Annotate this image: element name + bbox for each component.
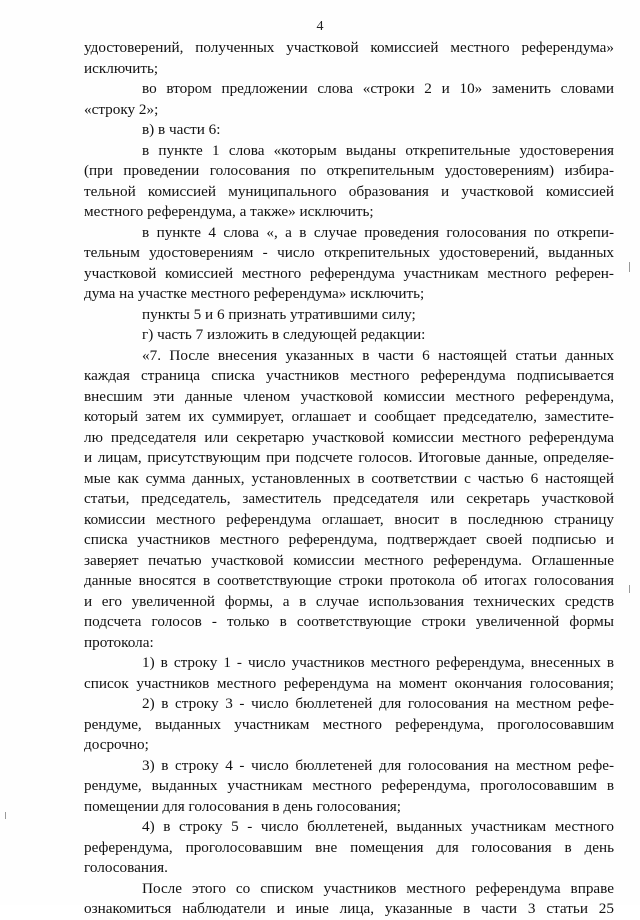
text-line: каждая страница списка участников местного референдума подписывается [84,367,614,384]
text-line: данные вносятся в соответствующие строки протокола об итогах голосования [84,572,614,589]
text-line: «строку 2»; [84,100,159,118]
text-line: заверяет печатью участковой комиссии местного референдума. Оглашенные [84,551,614,569]
text-line: протокола: [84,633,154,651]
text-line: рендуме, выданных участникам местного референдума, проголосовавшим в [84,777,614,794]
text-line: 3) в строку 4 - число бюллетеней для голосования на местном рефе- [142,756,614,774]
text-line: комиссии местного референдума оглашает, вносит в последнюю страницу [84,510,614,528]
text-line: пункты 5 и 6 признать утратившими силу; [142,305,416,323]
text-line: 4) в строку 5 - число бюллетеней, выданных участникам местного [142,818,614,835]
text-line: ознакомиться наблюдатели и иные лица, указанные в части 3 статьи 25 [84,900,614,917]
text-line: удостоверений, полученных участковой комиссией местного референдума» [84,39,614,56]
scan-edge-mark [629,262,630,272]
text-line: внесшим эти данные членом участковой комиссии местного референдума, [84,387,614,405]
text-line: и лицам, присутствующим при подсчете голосов. Итоговые данные, определяе- [84,449,614,466]
text-line: мые как сумма данных, установленных в соответствии с частью 6 настоящей [84,469,614,487]
text-line: рендуме, выданных участникам местного референдума, проголосовавшим [84,715,614,733]
text-line: лю председателя или секретарю участковой комиссии местного референдума [84,428,614,446]
scan-edge-mark [5,812,6,819]
text-line: и его увеличенной формы, а в случае использования технических средств [84,592,614,610]
text-line: в) в части 6: [142,121,221,138]
text-line: голосования. [84,859,168,876]
text-line: тельным удостоверениям - число открепительных удостоверений, выданных [84,244,614,261]
text-line: подсчета голосов - только в соответствующие строки увеличенной формы [84,613,614,630]
scan-edge-mark [629,585,630,593]
text-line: в пункте 4 слова «, а в случае проведения голосования по открепи- [142,223,614,241]
text-line: помещении для голосования в день голосования; [84,797,401,815]
text-line: во втором предложении слова «строки 2 и 10» заменить словами [142,80,614,97]
document-body [84,38,614,920]
text-line: 2) в строку 3 - число бюллетеней для голосования на местном рефе- [142,695,614,712]
text-line: в пункте 1 слова «которым выданы открепительные удостоверения [142,141,614,159]
text-line: участковой комиссией местного референдума участникам местного референ- [84,264,614,282]
text-line: (при проведении голосования по открепительным удостоверениям) избира- [84,162,614,179]
text-line: список участников местного референдума на момент окончания голосования; [84,674,614,692]
text-line: дума на участке местного референдума» исключить; [84,285,425,302]
page-number: 4 [316,19,324,34]
text-line: списка участников местного референдума, подтверждает своей подписью и [84,531,614,548]
text-line: местного референдума, а также» исключить; [84,203,374,220]
text-line: 1) в строку 1 - число участников местного референдума, внесенных в [142,654,614,671]
text-line: который затем их суммирует, оглашает и сообщает председателю, заместите- [84,408,614,425]
text-line: досрочно; [84,736,149,753]
text-line: референдума, проголосовавшим вне помещения для голосования в день [84,838,614,856]
text-line: исключить; [84,59,159,77]
text-line: г) часть 7 изложить в следующей редакции: [142,326,426,343]
text-line: После этого со списком участников местного референдума вправе [142,879,614,897]
text-line: «7. После внесения указанных в части 6 настоящей статьи данных [142,346,614,364]
text-line: статьи, председатель, заместитель председателя или секретарь участковой [84,490,614,507]
text-line: тельной комиссией муниципального образования и участковой комиссией [84,182,614,200]
